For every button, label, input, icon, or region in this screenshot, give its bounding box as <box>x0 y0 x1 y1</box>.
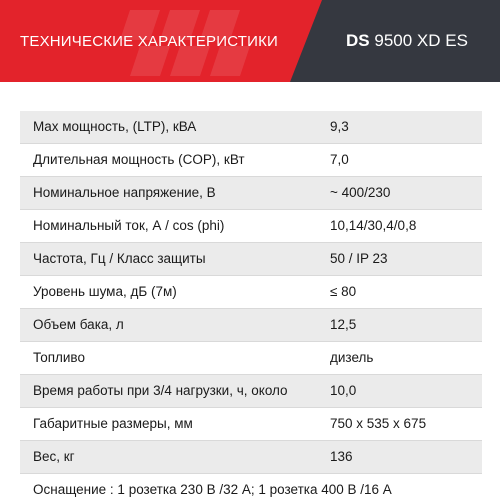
spec-label: Вес, кг <box>33 449 75 464</box>
spec-label: Max мощность, (LTP), кВА <box>33 119 197 134</box>
spec-row <box>20 144 482 177</box>
spec-value: ~ 400/230 <box>330 185 391 200</box>
spec-value: 12,5 <box>330 317 357 332</box>
model-name <box>346 31 468 51</box>
spec-label: Номинальный ток, А / cos (phi) <box>33 218 225 233</box>
spec-label: Уровень шума, дБ (7м) <box>33 284 177 299</box>
spec-value: 750 х 535 х 675 <box>330 416 427 431</box>
spec-label: Время работы при 3/4 нагрузки, ч, около <box>33 383 288 398</box>
spec-label: Номинальное напряжение, В <box>33 185 216 200</box>
spec-value: 10,0 <box>330 383 357 398</box>
spec-label: Топливо <box>33 350 85 365</box>
spec-row <box>20 243 482 276</box>
spec-row <box>20 408 482 441</box>
header-bar <box>0 0 500 82</box>
spec-value: 9,3 <box>330 119 349 134</box>
model-number: 9500 XD ES <box>374 31 468 50</box>
spec-value: 50 / IP 23 <box>330 251 388 266</box>
equipment-row <box>20 474 482 500</box>
spec-row <box>20 177 482 210</box>
spec-row <box>20 342 482 375</box>
spec-label: Длительная мощность (COP), кВт <box>33 152 245 167</box>
spec-value: 10,14/30,4/0,8 <box>330 218 417 233</box>
spec-value: 7,0 <box>330 152 349 167</box>
section-title: ТЕХНИЧЕСКИЕ ХАРАКТЕРИСТИКИ <box>20 33 279 50</box>
spec-value: ≤ 80 <box>330 284 357 299</box>
equipment-text: Оснащение : 1 розетка 230 В /32 А; 1 розетка 400 В /16 А <box>33 482 392 497</box>
spec-value: 136 <box>330 449 353 464</box>
spec-row <box>20 441 482 474</box>
model-brand: DS <box>346 31 370 50</box>
spec-row <box>20 375 482 408</box>
spec-row <box>20 111 482 144</box>
spec-value: дизель <box>330 350 374 365</box>
spec-label: Габаритные размеры, мм <box>33 416 193 431</box>
spec-row <box>20 210 482 243</box>
spec-label: Частота, Гц / Класс защиты <box>33 251 206 266</box>
spec-row <box>20 276 482 309</box>
spec-row <box>20 309 482 342</box>
spec-label: Объем бака, л <box>33 317 124 332</box>
specs-table <box>20 111 482 500</box>
